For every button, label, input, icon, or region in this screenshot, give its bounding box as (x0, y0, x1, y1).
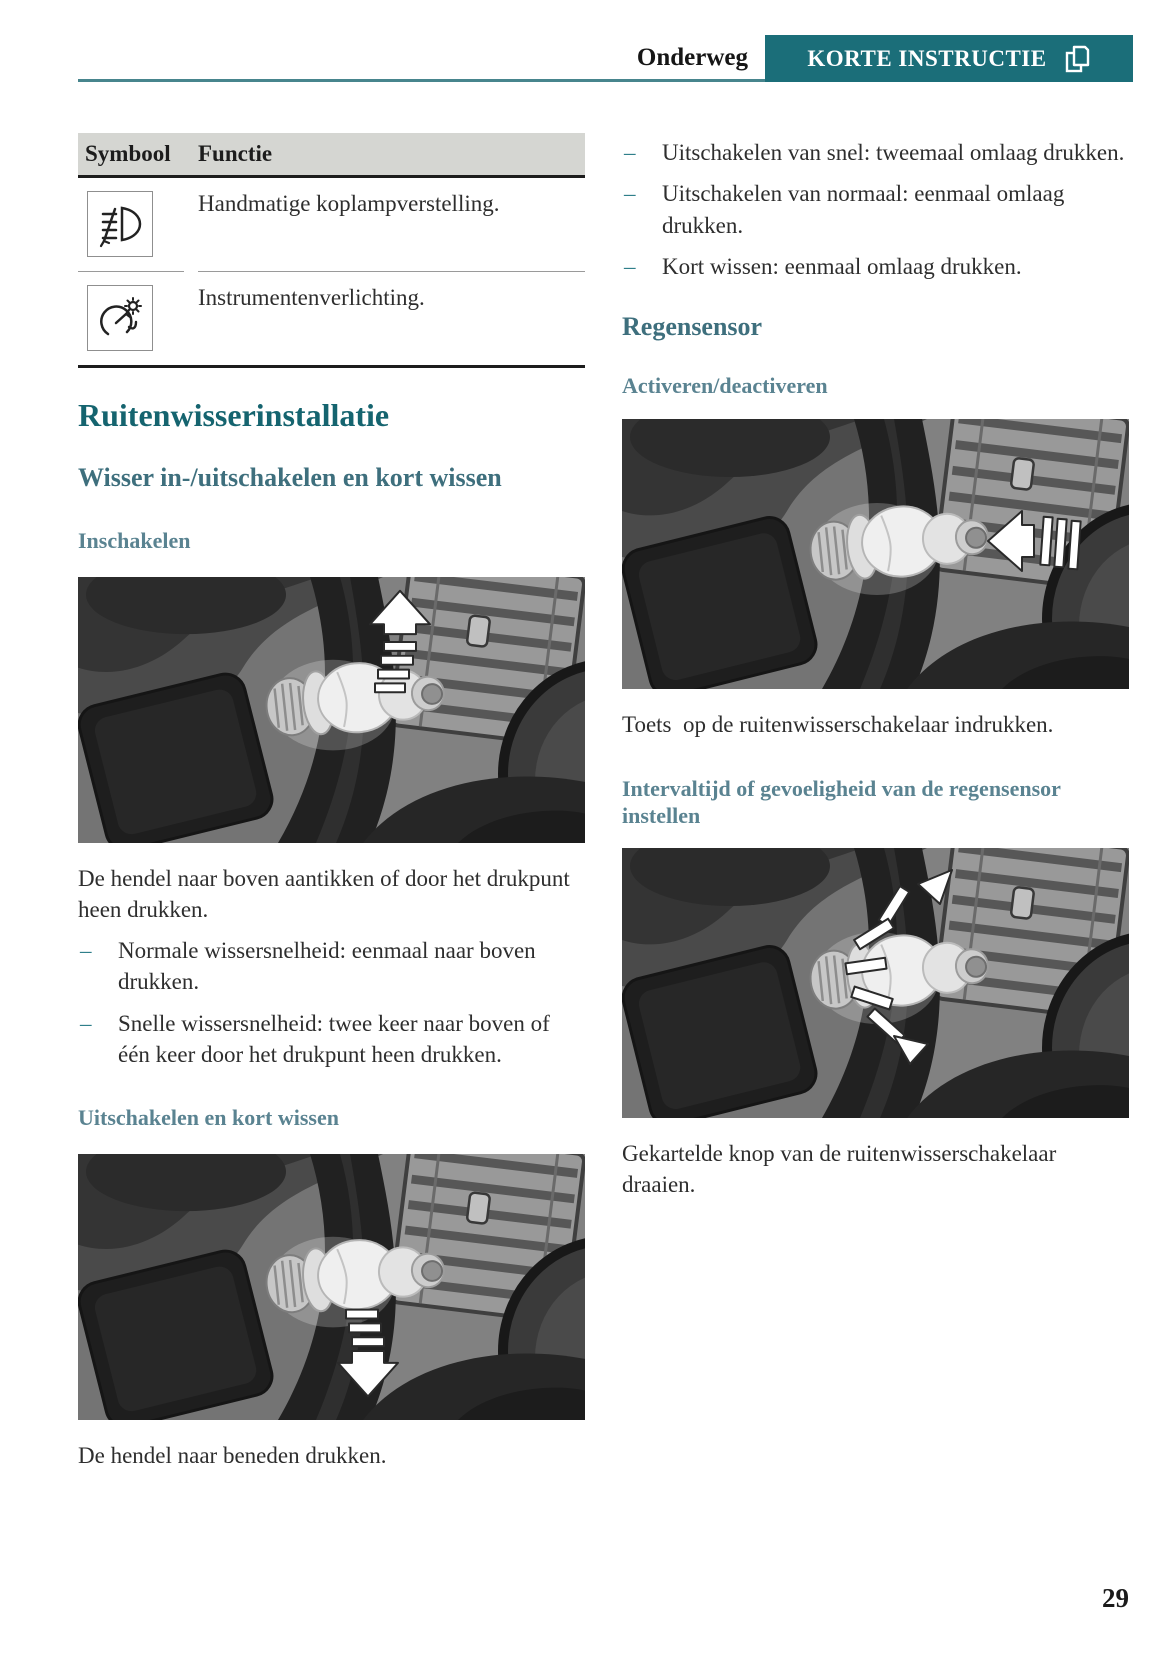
table-cell-functie: Handmatige koplampverstelling. (198, 178, 585, 272)
left-column (78, 133, 585, 1471)
section-heading: Ruitenwisserinstallatie (78, 397, 390, 433)
wiper-stalk-press-button-illustration (622, 419, 1129, 689)
minor-heading-inschakelen: Inschakelen (78, 528, 191, 554)
paragraph: Gekartelde knop van de ruitenwisserschakelaar draaien. (622, 1140, 1057, 1197)
column-header-functie: Functie (198, 141, 273, 166)
symbol-table-header (78, 133, 585, 178)
header-rule (78, 79, 765, 82)
bullet-list (78, 935, 585, 1070)
korte-instructie-label: KORTE INSTRUCTIE (807, 45, 1047, 71)
right-column (622, 133, 1129, 1200)
list-item: – Snelle wissersnelheid: twee keer naar boven of één keer door het drukpunt heen drukken. (78, 1008, 585, 1071)
headlight-leveling-icon (87, 191, 153, 257)
wiper-stalk-rotate-knob-illustration (622, 848, 1129, 1118)
copy-pages-icon (1065, 44, 1091, 74)
korte-instructie-tab[interactable] (765, 35, 1133, 82)
list-item: – Kort wissen: eenmaal omlaag drukken. (622, 251, 1129, 282)
subheading-regensensor: Regensensor (622, 312, 763, 342)
list-item: – Normale wissersnelheid: eenmaal naar boven drukken. (78, 935, 585, 998)
paragraph: De hendel naar boven aantikken of door het drukpunt heen drukken. (78, 865, 570, 922)
column-header-symbool: Symbool (85, 141, 171, 166)
list-item: – Uitschakelen van snel: tweemaal omlaag drukken. (622, 137, 1129, 168)
minor-heading-uitschakelen: Uitschakelen en kort wissen (78, 1105, 339, 1131)
minor-heading-intervaltijd: Intervaltijd of gevoeligheid van de regensensor instellen (622, 775, 1061, 829)
list-item: – Uitschakelen van normaal: eenmaal omlaag drukken. (622, 178, 1129, 241)
paragraph: De hendel naar beneden drukken. (78, 1442, 387, 1468)
paragraph: Toets op de ruitenwisserschakelaar indrukken. (622, 712, 1054, 738)
table-row (78, 178, 585, 272)
page-number: 29 (1102, 1583, 1129, 1613)
wiper-stalk-up-arrow-illustration (78, 577, 585, 843)
table-cell-functie: Instrumentenverlichting. (198, 285, 425, 310)
subheading-wisser: Wisser in-/uitschakelen en kort wissen (78, 463, 502, 493)
wiper-stalk-down-arrow-illustration (78, 1154, 585, 1420)
table-row (78, 272, 585, 365)
symbol-table (78, 133, 585, 368)
instrument-lighting-icon (87, 285, 153, 351)
bullet-list (622, 137, 1129, 282)
section-label: Onderweg (636, 44, 748, 71)
minor-heading-activeren: Activeren/deactiveren (622, 372, 828, 398)
